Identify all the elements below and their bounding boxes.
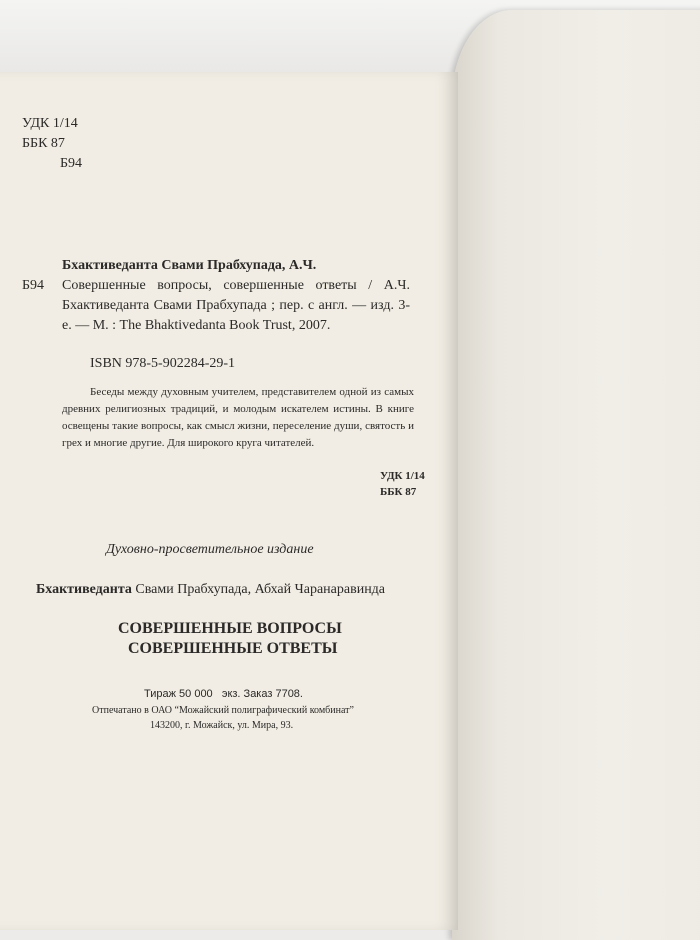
record-udk: УДК 1/14: [380, 470, 425, 482]
imprint-author-bold: Бхактиведанта: [36, 582, 132, 597]
abstract: Беседы между духовным учителем, представителем одной из самых древних религиозных традиций, и молодым искателем истины. В книге освещены такие вопросы, как смысл жизни, переселение души, святость и грех и многие другие. Для широкого круга читателей.: [62, 386, 414, 449]
record-mark: Б94: [22, 278, 45, 293]
book-title-line1: СОВЕРШЕННЫЕ ВОПРОСЫ: [118, 620, 342, 637]
print-run: Тираж 50 000 экз. Заказ 7708.: [144, 688, 303, 700]
imprint-author-rest: Свами Прабхупада, Абхай Чаранаравинда: [135, 582, 386, 597]
record-bbk: ББК 87: [380, 486, 417, 498]
edition-type: Духовно-просветительное издание: [106, 542, 314, 557]
printer-address: 143200, г. Можайск, ул. Мира, 93.: [150, 720, 294, 731]
right-page: [452, 10, 700, 940]
book-title-line2: СОВЕРШЕННЫЕ ОТВЕТЫ: [128, 640, 338, 657]
bbk-code: ББК 87: [22, 136, 65, 151]
isbn: ISBN 978-5-902284-29-1: [90, 356, 236, 371]
record-description: Совершенные вопросы, совершенные ответы / А.Ч. Бхактиведанта Свами Прабхупада ; пер. с англ. — изд. 3-е. — М. : The Bhaktivedanta Book Trust, 2007.: [62, 278, 410, 333]
left-page: [0, 72, 458, 930]
printer: Отпечатано в ОАО “Можайский полиграфический комбинат”: [92, 705, 354, 716]
record-author: Бхактиведанта Свами Прабхупада, А.Ч.: [62, 258, 317, 273]
author-mark: Б94: [60, 156, 83, 171]
imprint-author: [36, 582, 385, 598]
udk-code: УДК 1/14: [22, 116, 78, 131]
